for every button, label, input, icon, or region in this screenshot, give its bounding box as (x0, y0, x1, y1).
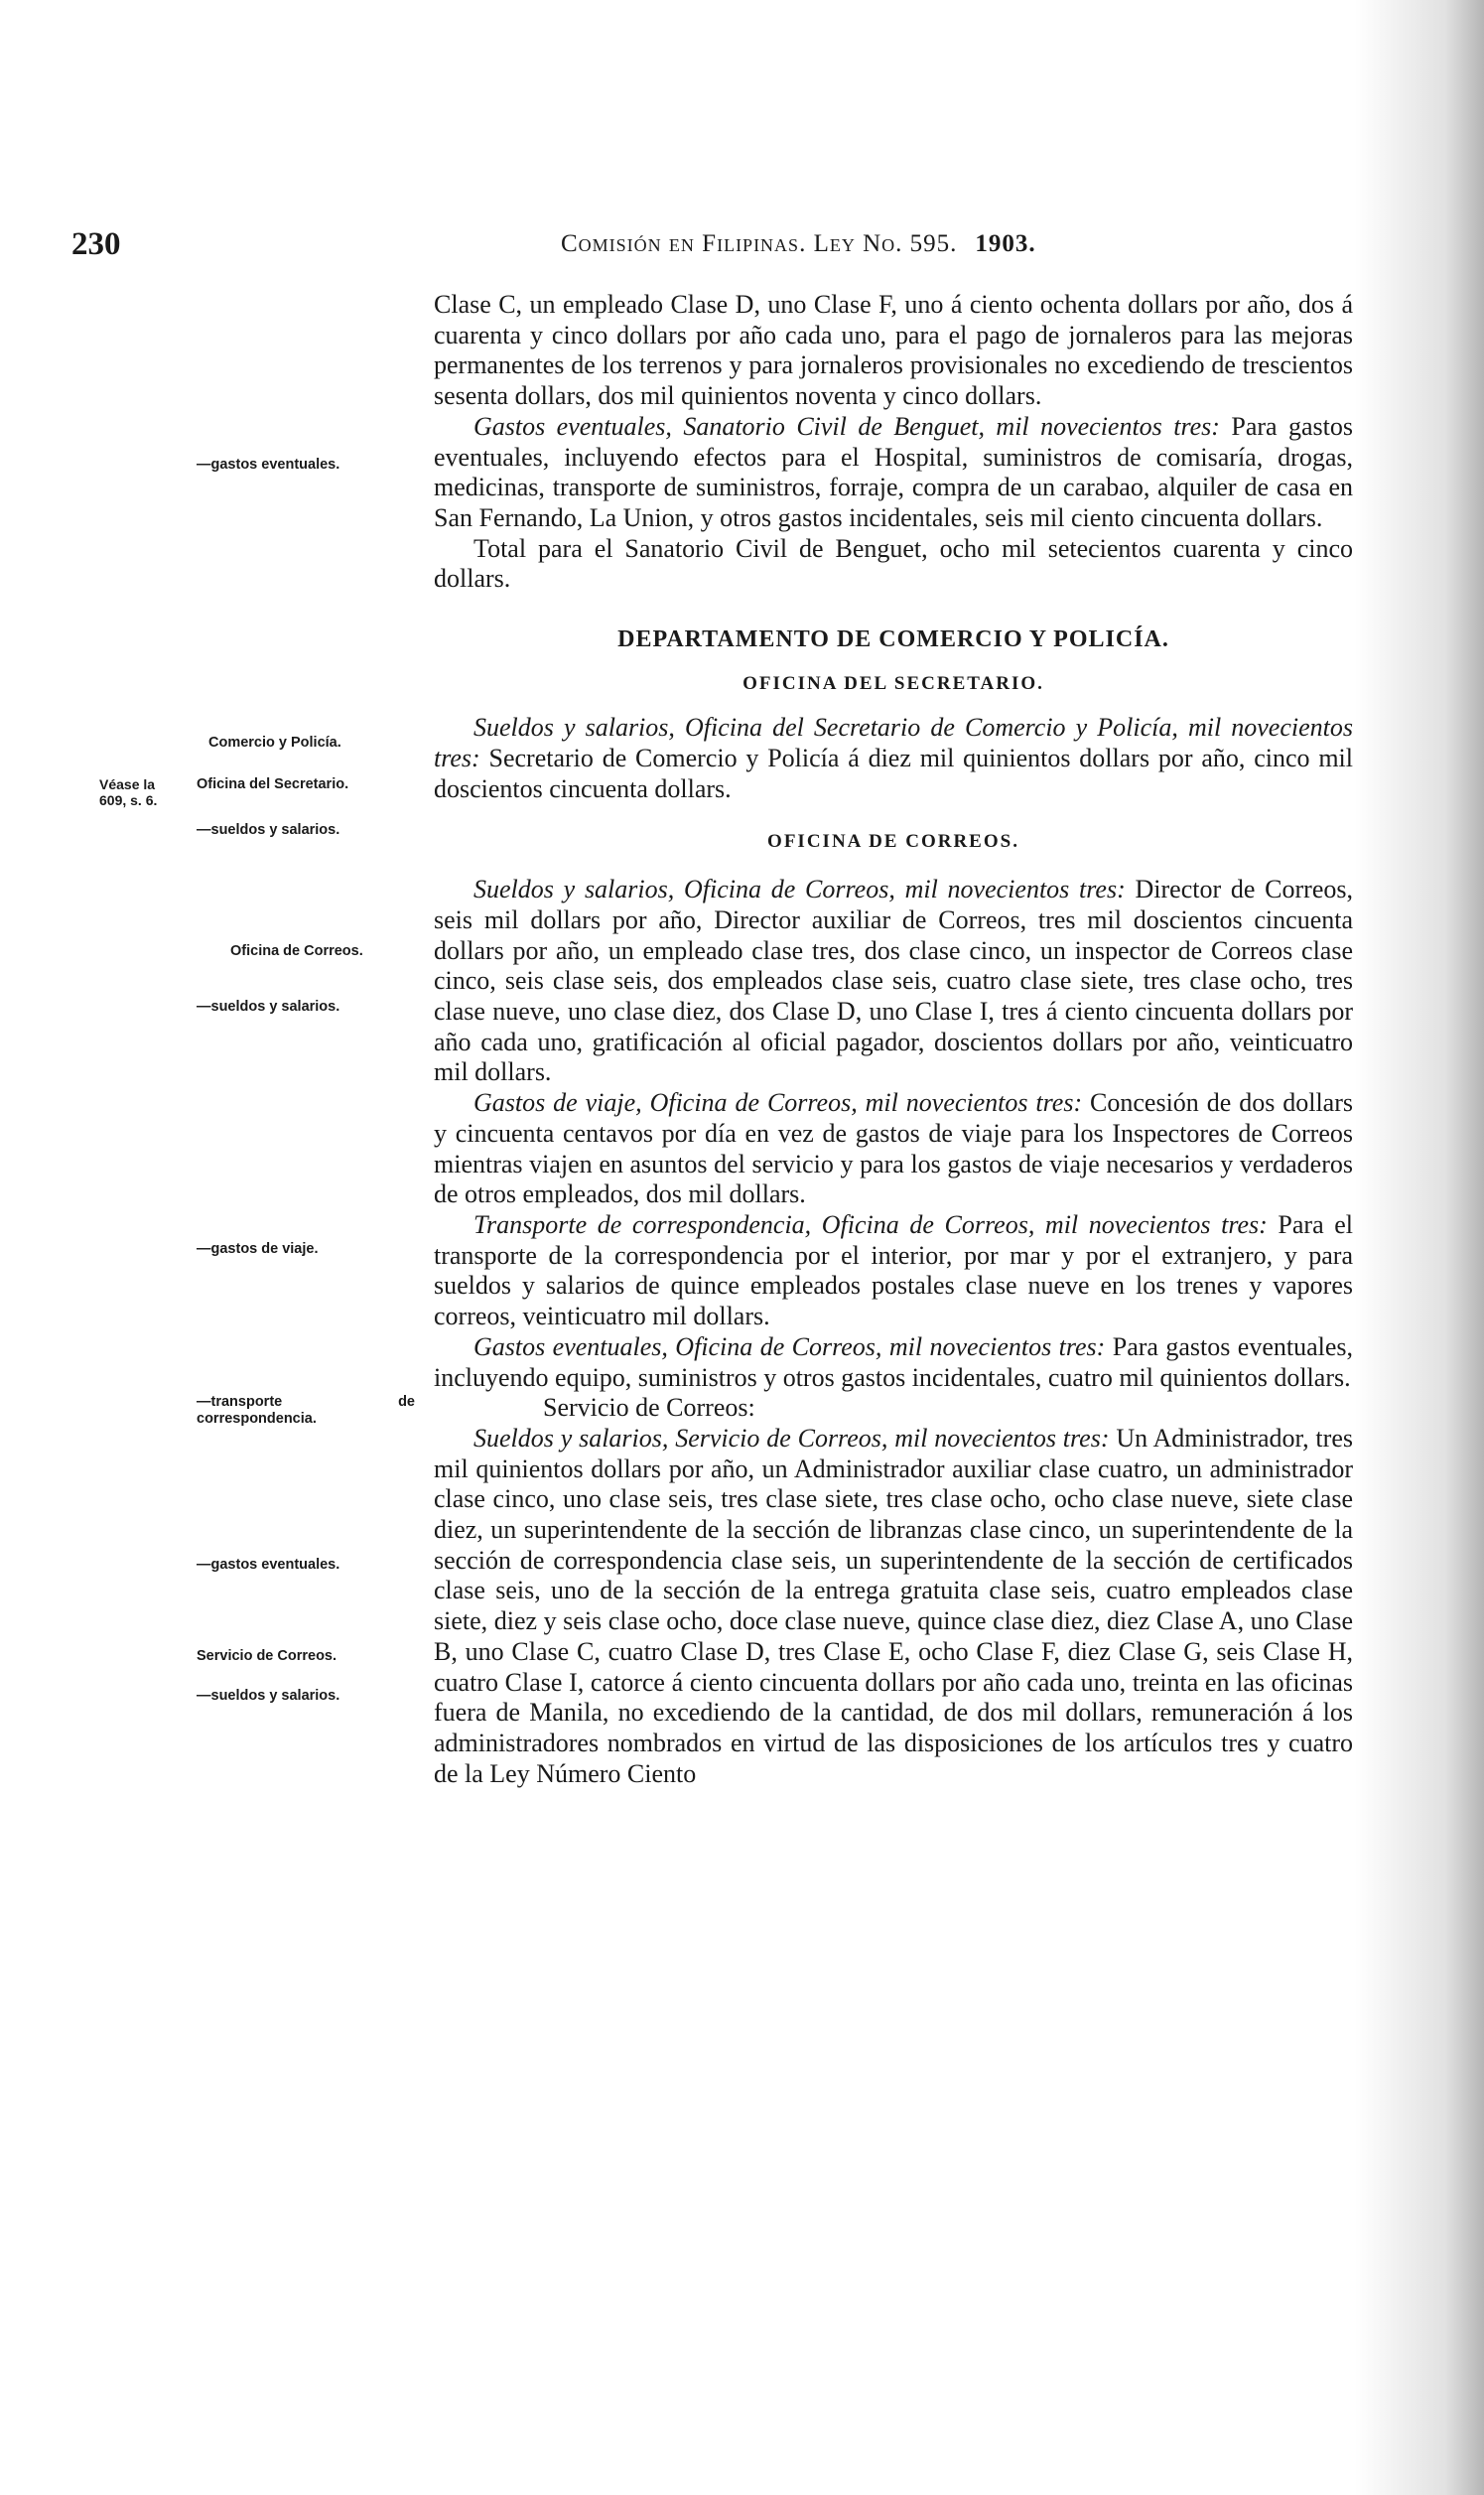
margin-note-transporte-correspondencia: —transporte de correspondencia. (197, 1394, 415, 1427)
margin-note-gastos-viaje: —gastos de viaje. (197, 1241, 319, 1257)
margin-note-gastos-eventuales: —gastos eventuales. (197, 1557, 340, 1573)
running-header-year: 1903. (975, 230, 1036, 257)
margin-note-oficina-correos: Oficina de Correos. (230, 943, 363, 959)
paragraph (434, 713, 1353, 804)
paragraph (434, 412, 1353, 534)
paragraph-lead: Gastos eventuales, Sanatorio Civil de Benguet, mil novecientos tres: (473, 411, 1220, 441)
margin-note-sueldos-salarios: —sueldos y salarios. (197, 999, 340, 1015)
margin-cross-reference: Véase la 609, s. 6. (99, 776, 158, 808)
paragraph-lead: Sueldos y salarios, Oficina del Secretario de Comercio y Policía, mil novecientos tres: (434, 713, 1353, 773)
paragraph-text: Secretario de Comercio y Policía á diez mil quinientos dollars por año, cinco mil doscientos cincuenta dollars. (434, 744, 1353, 803)
margin-note-sueldos-salarios: —sueldos y salarios. (197, 1688, 340, 1704)
paragraph (434, 1332, 1353, 1393)
paragraph-text: Para el transporte de la correspondencia por el interior, por mar y por el extranjero, y para sueldos y salarios de quince empleados postales clase nueve en los trenes y vapores correos, veinticuatro mil dollars. (434, 1209, 1353, 1331)
paragraph-lead: Transporte de correspondencia, Oficina de Correos, mil novecientos tres: (473, 1209, 1268, 1239)
margin-note-servicio-correos: Servicio de Correos. (197, 1648, 337, 1664)
section-heading: DEPARTAMENTO DE COMERCIO Y POLICÍA. (617, 626, 1169, 653)
section-subheading: OFICINA DE CORREOS. (767, 830, 1019, 852)
body-text (434, 290, 1353, 1789)
paragraph (434, 875, 1353, 1088)
paragraph-lead: Sueldos y salarios, Servicio de Correos, mil novecientos tres: (473, 1423, 1110, 1453)
margin-note-gastos-eventuales: —gastos eventuales. (197, 457, 340, 473)
paragraph (434, 1088, 1353, 1210)
paragraph-text: Para gastos eventuales, incluyendo efectos para el Hospital, suministros de comisaría, drogas, medicinas, transporte de suministros, forraje, compra de un carabao, alquiler de casa en San Fernando, La Union, y otros gastos incidentales, seis mil ciento cincuenta dollars. (434, 411, 1354, 532)
margin-note-oficina-secretario: Oficina del Secretario. (197, 776, 349, 792)
paragraph-text: Un Administrador, tres mil quinientos dollars por año, un Administrador auxiliar clase cuatro, un administrador clase cinco, uno clase seis, tres clase siete, tres clase ocho, ocho clase nueve, siete clase diez, un superintendente de la sección de libranzas clase cinco, un superintendente de la sección de correspondencia clase seis, un superintendente de la sección de certificados clase seis, uno de la sección de la entrega gratuita clase seis, cuatro empleados clase siete, diez y seis clase ocho, doce clase nueve, quince clase diez, diez Clase A, uno Clase B, uno Clase C, cuatro Clase D, tres Clase E, ocho Clase F, diez Clase G, seis Clase H, cuatro Clase I, catorce á ciento cincuenta dollars por año cada uno, treinta en las oficinas fuera de Manila, no excediendo de la cantidad, de dos mil dollars, remuneración á los administradores nombrados en virtud de las disposiciones de los artículos tres y cuatro de la Ley Número Ciento (434, 1423, 1353, 1788)
paragraph-text: Director de Correos, seis mil dollars por año, Director auxiliar de Correos, tres mil doscientos cincuenta dollars por año, un empleado clase tres, dos clase cinco, un inspector de Correos clase cinco, seis clase seis, dos empleados clase seis, cuatro clase siete, tres clase ocho, tres clase nueve, uno clase diez, dos Clase D, uno Clase I, tres á ciento cincuenta dollars por año cada uno, gratificación al oficial pagador, doscientos dollars por año, veinticuatro mil dollars. (434, 875, 1353, 1087)
running-header (561, 230, 1036, 258)
paragraph (434, 1210, 1353, 1332)
paragraph-lead: Gastos eventuales, Oficina de Correos, mil novecientos tres: (473, 1331, 1106, 1361)
paragraph (434, 1424, 1353, 1789)
paragraph-lead: Gastos de viaje, Oficina de Correos, mil novecientos tres: (473, 1088, 1083, 1118)
paragraph: Total para el Sanatorio Civil de Benguet, ocho mil setecientos cuarenta y cinco dollars. (434, 533, 1353, 594)
paragraph-text: Para gastos eventuales, incluyendo equipo, suministros y otros gastos incidentales, cuatro mil quinientos dollars. (434, 1331, 1353, 1392)
running-header-title: Comisión en Filipinas. Ley No. 595. (561, 230, 958, 257)
margin-note-comercio-policia: Comercio y Policía. (208, 735, 341, 751)
paragraph: Servicio de Correos: (543, 1393, 755, 1423)
paragraph: Clase C, un empleado Clase D, uno Clase F, uno á ciento ochenta dollars por año, dos á cuarenta y cinco dollars por año cada uno, para el pago de jornaleros para las mejoras permanentes de los terrenos y para jornaleros provisionales no excediendo de trescientos sesenta dollars, dos mil quinientos noventa y cinco dollars. (434, 290, 1353, 411)
section-subheading: OFICINA DEL SECRETARIO. (742, 672, 1044, 694)
page-number: 230 (71, 226, 121, 262)
paragraph-lead: Sueldos y salarios, Oficina de Correos, mil novecientos tres: (473, 875, 1126, 904)
paragraph-text: Concesión de dos dollars y cincuenta centavos por día en vez de gastos de viaje para los Inspectores de Correos mientras viajen en asuntos del servicio y para los gastos de viaje necesarios y verdaderos de otros empleados, dos mil dollars. (434, 1088, 1353, 1209)
margin-note-sueldos-salarios: —sueldos y salarios. (197, 822, 340, 838)
page-edge-shadow (1355, 0, 1484, 2495)
